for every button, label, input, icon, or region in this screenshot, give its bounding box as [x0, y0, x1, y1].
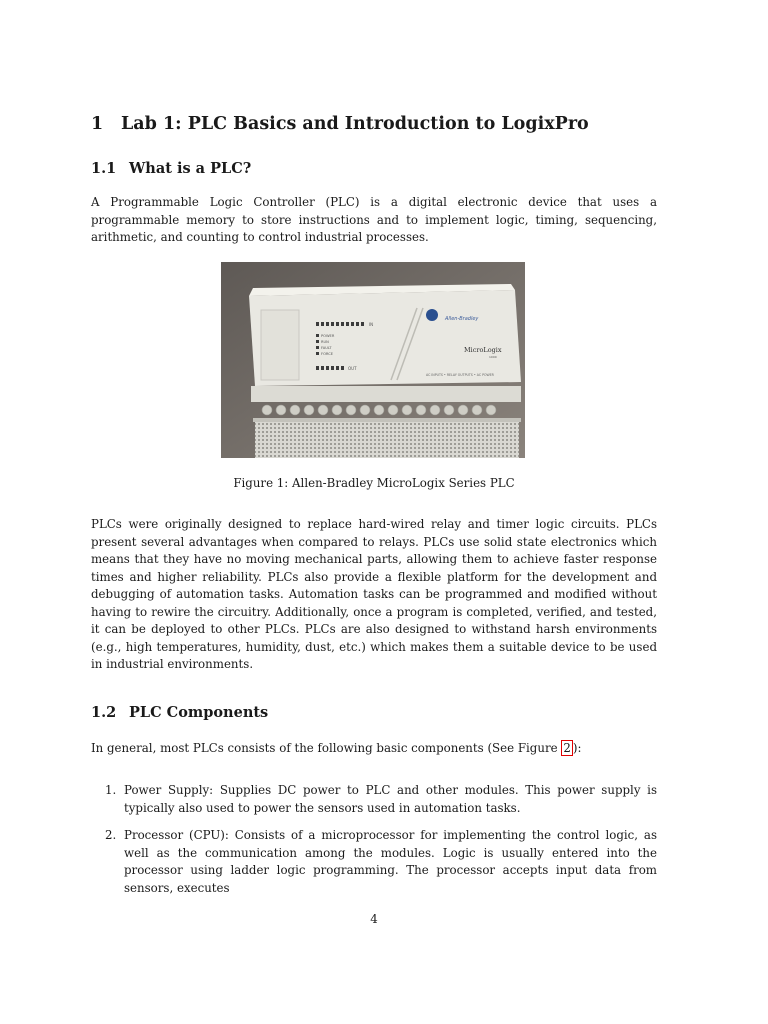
section-number: 1 — [91, 114, 104, 134]
status-power: POWER — [321, 334, 335, 338]
list-marker: 1. — [105, 783, 117, 797]
components-list — [91, 782, 657, 897]
allen-bradley-logo-icon — [426, 309, 438, 321]
subsection-title: PLC Components — [129, 704, 269, 721]
subsection-number: 1.2 — [91, 704, 117, 721]
subsection-heading-plc-components — [91, 704, 268, 721]
list-item — [91, 782, 657, 817]
model-sub-label: 1000 — [489, 355, 497, 359]
out-label: OUT — [348, 366, 357, 371]
paragraph-components-intro — [91, 740, 657, 758]
subsection-title: What is a PLC? — [129, 160, 252, 177]
subsection-number: 1.1 — [91, 160, 117, 177]
plc-photo — [221, 262, 525, 458]
list-marker: 2. — [105, 828, 117, 842]
list-item — [91, 827, 657, 897]
section-heading — [91, 114, 589, 134]
subsection-heading-what-is-plc — [91, 160, 251, 177]
list-item-text: Power Supply: Supplies DC power to PLC and other modules. This power supply is typically also used to power the sensors used in automation tasks. — [124, 783, 657, 815]
figure-reference-link[interactable]: 2 — [563, 741, 571, 755]
intro-text-end: ): — [572, 741, 582, 755]
in-label: IN — [369, 322, 374, 327]
page-number: 4 — [370, 912, 378, 926]
status-force: FORCE — [321, 352, 333, 356]
status-run: RUN — [321, 340, 329, 344]
intro-text: In general, most PLCs consists of the following basic components (See Figure — [91, 741, 562, 755]
rail-label: AC INPUTS • RELAY OUTPUTS • AC POWER — [426, 373, 494, 377]
figure-caption: Figure 1: Allen-Bradley MicroLogix Series PLC — [233, 476, 515, 490]
list-item-text: Processor (CPU): Consists of a microprocessor for implementing the control logic, as well as the communication among the modules. Logic is usually entered into the processor using ladder logic programming. The processor accepts input data from sensors, executes — [124, 828, 657, 895]
section-title: Lab 1: PLC Basics and Introduction to LogixPro — [121, 114, 589, 134]
paragraph-plc-advantages: PLCs were originally designed to replace hard-wired relay and timer logic circuits. PLCs present several advantages when compared to relays. PLCs use solid state electronics which means that they have no moving mechanical parts, allowing them to achieve faster response times and higher reliability. PLCs also provide a flexible platform for the development and debugging of automation tasks. Automation tasks can be programmed and modified without having to rewire the circuitry. Additionally, once a program is completed, verified, and tested, it can be deployed to other PLCs. PLCs are also designed to withstand harsh environments (e.g., high temperatures, humidity, dust, etc.) which makes them a suitable device to be used in industrial environments. — [91, 517, 657, 671]
paragraph-plc-definition: A Programmable Logic Controller (PLC) is a digital electronic device that uses a programmable memory to store instructions and to implement logic, timing, sequencing, arithmetic, and counting to control industrial processes. — [91, 195, 657, 244]
brand-label: Allen-Bradley — [445, 316, 479, 322]
plc-illustration — [221, 262, 525, 458]
status-fault: FAULT — [321, 346, 332, 350]
model-label: MicroLogix — [464, 346, 502, 354]
